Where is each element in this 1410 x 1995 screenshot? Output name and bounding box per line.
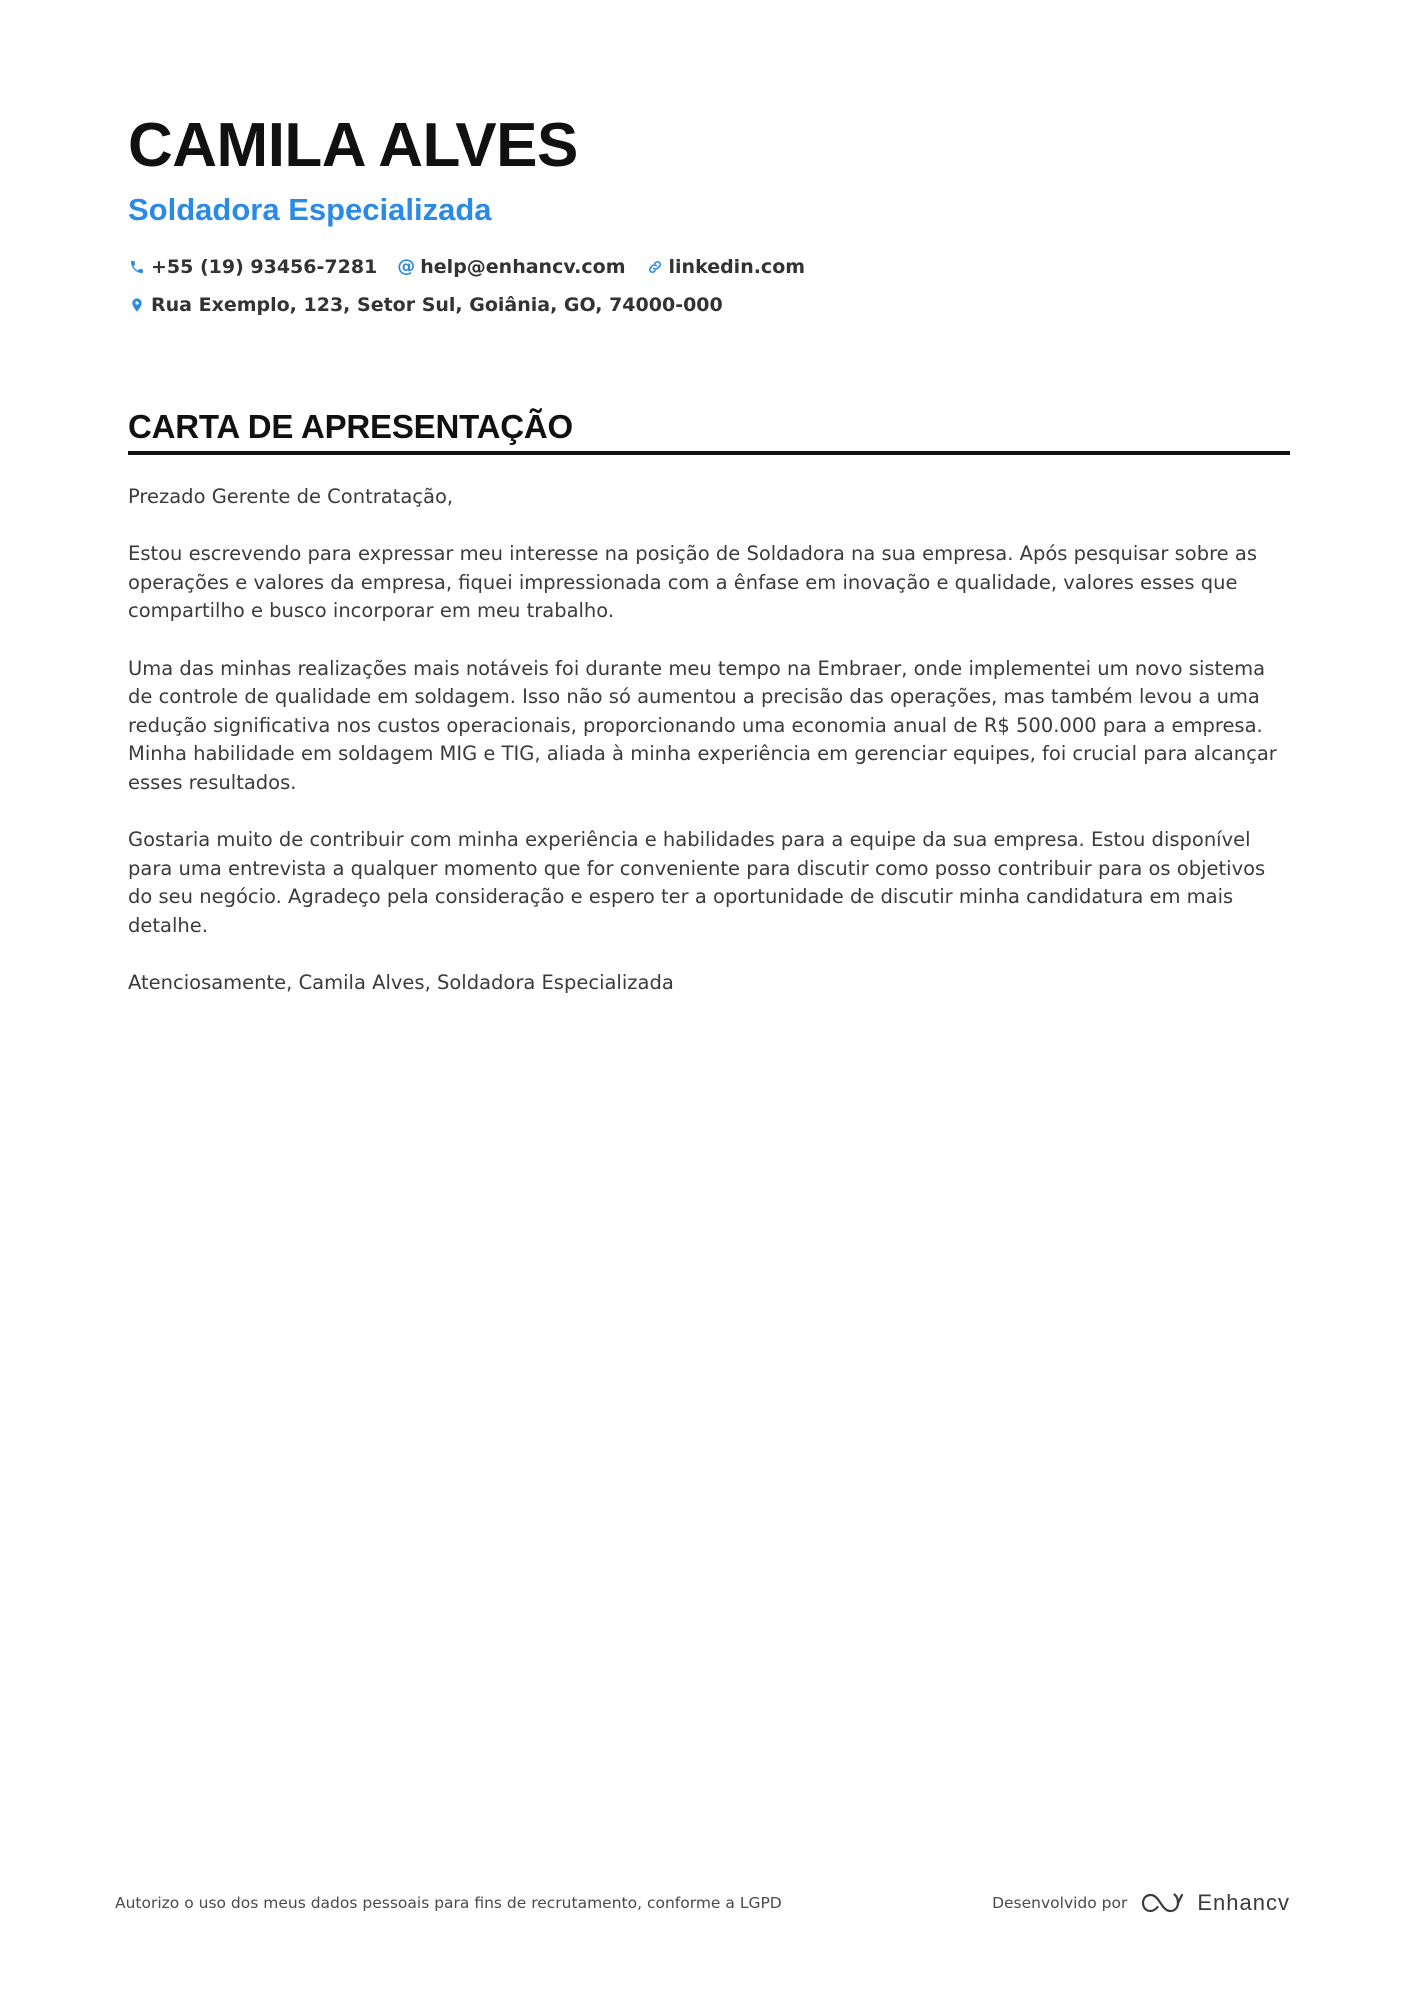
letter-paragraph: Uma das minhas realizações mais notáveis foi durante meu tempo na Embraer, onde implementei um novo sistema de controle de qualidade em soldagem. Isso não só aumentou a precisão das operações, mas também levou a uma redução significativa nos custos operacionais, proporcionando uma economia anual de R$ 500.000 para a empresa. Minha habilidade em soldagem MIG e TIG, aliada à minha experiência em gerenciar equipes, foi crucial para alcançar esses resultados. (128, 656, 1277, 794)
cover-letter-section (128, 405, 1290, 1026)
candidate-role: Soldadora Especializada (128, 192, 492, 227)
letter-closing: Atenciosamente, Camila Alves, Soldadora Especializada (128, 971, 674, 995)
section-title: CARTA DE APRESENTAÇÃO (128, 408, 573, 445)
location-pin-icon (128, 296, 146, 314)
contact-row-1 (128, 248, 1288, 286)
letter-paragraph: Estou escrevendo para expressar meu interesse na posição de Soldadora na sua empresa. Após pesquisar sobre as operações e valores da empresa, fiquei impressionada com a ênfase em inovação e qualidade, valores esses que compartilho e busco incorporar em meu trabalho. (128, 542, 1257, 623)
contact-address (128, 294, 723, 316)
email-text[interactable]: help@enhancv.com (420, 256, 626, 278)
section-divider (128, 451, 1290, 455)
brand-logo[interactable] (1139, 1890, 1290, 1916)
consent-text: Autorizo o uso dos meus dados pessoais para fins de recrutamento, conforme a LGPD (115, 1894, 782, 1912)
header (128, 110, 1288, 324)
contact-phone (128, 256, 377, 278)
contact-email[interactable] (397, 256, 625, 278)
link-icon (646, 258, 664, 276)
contact-row-2 (128, 286, 1288, 324)
footer (115, 1890, 1290, 1916)
candidate-name: CAMILA ALVES (128, 111, 578, 180)
address-text: Rua Exemplo, 123, Setor Sul, Goiânia, GO, 74000-000 (151, 294, 723, 316)
phone-icon (128, 258, 146, 276)
powered-by[interactable] (992, 1890, 1290, 1916)
letter-paragraph: Gostaria muito de contribuir com minha experiência e habilidades para a equipe da sua empresa. Estou disponível para uma entrevista a qualquer momento que for conveniente para discutir como posso contribuir para os objetivos do seu negócio. Agradeço pela consideração e espero ter a oportunidade de discutir minha candidatura em mais detalhe. (128, 828, 1266, 937)
contact-link[interactable] (646, 256, 806, 278)
enhancv-logo-icon (1139, 1890, 1187, 1916)
letter-body (128, 483, 1290, 998)
link-text[interactable]: linkedin.com (668, 256, 806, 278)
phone-text: +55 (19) 93456-7281 (151, 256, 378, 278)
brand-name: Enhancv (1197, 1890, 1290, 1915)
letter-greeting: Prezado Gerente de Contratação, (128, 485, 454, 508)
at-icon: @ (397, 256, 416, 277)
contact-info (128, 248, 1288, 324)
powered-by-label: Desenvolvido por (992, 1894, 1128, 1912)
